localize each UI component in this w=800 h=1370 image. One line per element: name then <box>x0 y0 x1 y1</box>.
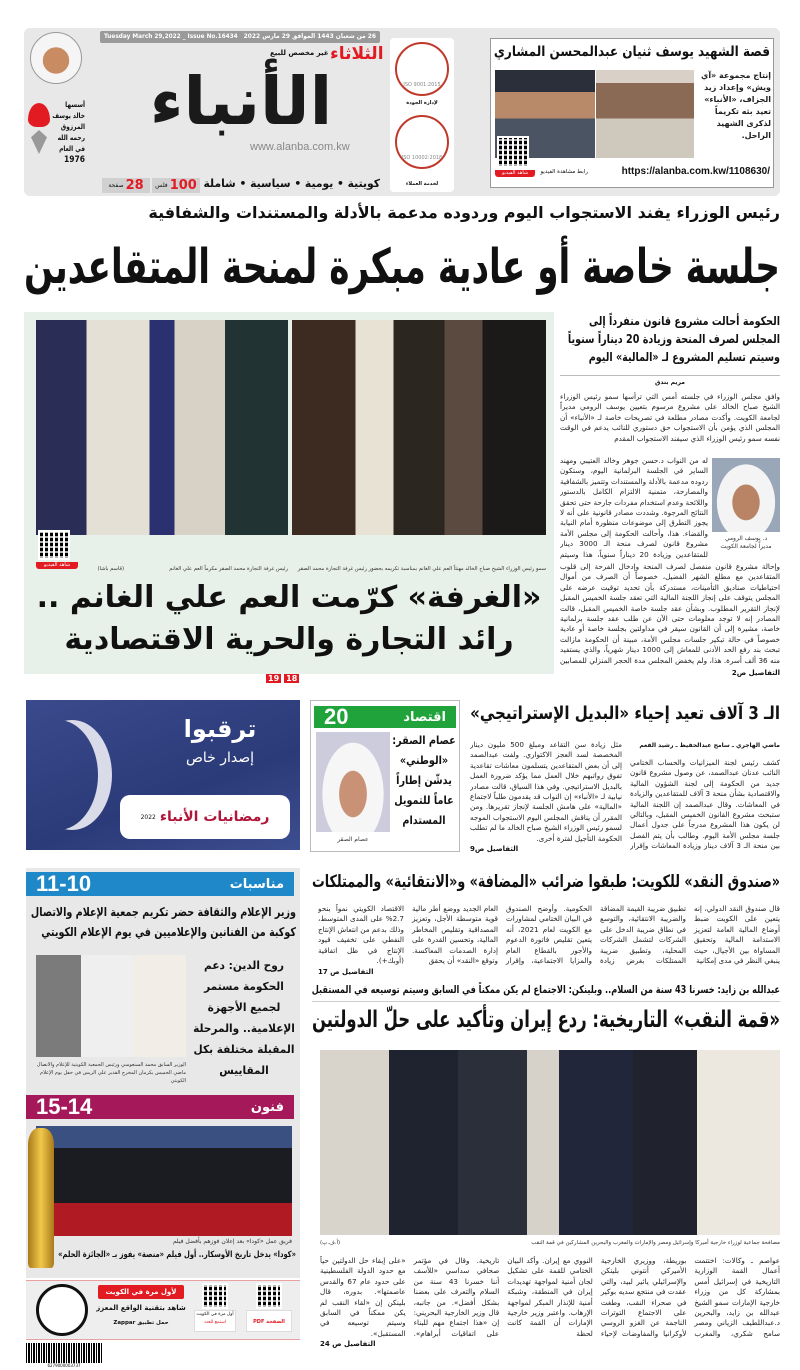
watch-video-badge[interactable]: شاهد الفيديو <box>495 170 535 177</box>
founder-text: أسسها خالد يوسف المرزوق رحمه الله في العام 1976 <box>52 101 85 165</box>
martyr-title: قصة الشهيد يوسف ثنيان عبدالمحسن المشاري <box>493 44 770 60</box>
logo: الأنباء <box>149 63 333 140</box>
founder-portrait <box>30 32 82 84</box>
lead-details-link[interactable]: التفاصيل ص2 <box>731 669 780 677</box>
divider <box>560 375 780 376</box>
occasions-caption: الوزير السابق محمد السنعوسي ورئيس الجمعية الكويتية للإعلام والاتصال ماضي الخميس يكرمان المخرج القدير علي الريس في حفل يوم الإعلام الكويتي <box>36 1062 186 1084</box>
video-link-url[interactable]: https://alanba.com.kw/1108630/ <box>621 166 770 177</box>
ramadan-line-1: ترقبوا <box>183 715 257 743</box>
listen-qr-code[interactable] <box>202 1283 228 1309</box>
imf-details-link[interactable]: التفاصيل ص 17 <box>318 968 374 976</box>
pdf-label[interactable]: الصفحة PDF <box>246 1310 292 1332</box>
martyr-text: إنتاج مجموعة «آي ويش» وإعداد زيد الجزاف، «الأنباء» تعيد بثه تكريماً لذكرى الشهيد الراحل. <box>700 71 771 140</box>
lead-body-3: وإحالة مشروع قانون منفصل لصرف المنحة وإدخال الفرحة إلى قلوب المتقاعدين مع مطلع الشهر الفضيل، خصوصاً أن الصرف من أموال احتياطيات صناديق التأمينات، مستدركة بأن تحديد توقيت عرضه على المجلس يتوقف على إنجاز اللجنة المالية التي تعقد جلسة الخميس المقبل لإنجاز التقرير المطلوب. وبشأن عقد جلسة خاصة الخميس المقبل، قالت المصادر إنه لا توجد معلومات حتى الآن عن طلب عقد جلسة برلمانية خاصة، مشيرة إلى أن القانون سيقر في مداولتين بجلسة خاصة أو عادية خصوصاً في حالة تبكير جلسات مجلس الأمة، مبينة أن الحكومة مازالت تبحث بند رفع الحد الأدنى للمعاش إلى 1000 دينار شهرياً، والذي يستفيد منه 36 ألف أسرة. هذا، ولم يخفض المجلس مدة الحجر المنزلي للمصابين <box>560 562 780 665</box>
price-box <box>152 178 200 193</box>
tagline: كويتية • يومية • سياسية • شاملة <box>203 177 380 190</box>
chamber-photographer: (قاسم باشا) <box>97 566 124 572</box>
economy-portrait <box>316 732 390 832</box>
naqab-credit: (أ.ف.پ) <box>320 1240 341 1246</box>
naqab-headline: «قمة النقب» التاريخية: ردع إيران وتأكيد على حلّ الدولتين <box>312 1007 780 1033</box>
date-english: Tuesday March 29,2022 _ Issue No.16434 <box>104 32 238 40</box>
pdf-qr-code[interactable] <box>256 1283 282 1309</box>
imf-headline: «صندوق النقد» للكويت: طبقوا ضرائب «المضافة» و«الانتقائية» والممتلكات <box>311 872 780 892</box>
occasions-photo <box>36 955 186 1057</box>
occasions-section-bar[interactable]: مناسبات 11-10 <box>26 872 294 896</box>
price-unit: فلس <box>155 182 168 189</box>
oscars-photo <box>36 1126 292 1236</box>
pensions-headline: الـ 3 آلاف تعيد إحياء «البديل الإستراتيجي» <box>470 703 780 724</box>
naqab-subheadline: عبدالله بن زايد: خسرنا 43 سنة من السلام.. وبلينكن: الاجتماع لم يكن ممكناً في السابق وسيتم توسيعه في المستقبل <box>311 984 780 996</box>
economy-portrait-caption: عصام الصقر <box>337 836 369 843</box>
iso-9001-label: لإدارة الجودة <box>406 100 438 106</box>
crescent-moon-icon <box>32 720 112 830</box>
lead-portrait <box>712 458 780 532</box>
occasions-quote: روح الدين: دعم الحكومة مستمر لجميع الأجهزة الإعلامية.. والمرحلة المقبلة مختلفة بكل المقاييس <box>193 959 295 1077</box>
ramadan-line-2: إصدار خاص <box>185 750 255 766</box>
iso-10002-seal: ISO 10002:2018 <box>395 115 449 169</box>
chamber-photo-right <box>292 320 546 535</box>
lead-portrait-caption: د. يوسف الرومي مديراً لجامعة الكويت <box>720 535 772 550</box>
page-ref[interactable]: 18 <box>286 674 298 683</box>
top-subheadline: رئيس الوزراء يفند الاستجواب اليوم وردوده مدعمة بالأدلة والمستندات والشفافية <box>148 203 780 222</box>
arts-headline: «كودا» يدخل تاريخ الأوسكار.. أول فيلم «منصة» يفوز بـ «الجائزة الحلم» <box>58 1250 297 1260</box>
pages-unit: صفحة <box>108 182 124 189</box>
lead-author: مريم بندق <box>654 379 686 386</box>
day-label: الثلاثاء <box>330 44 384 64</box>
pensions-col-1: كشف رئيس لجنة الميزانيات والحساب الختامي النائب عدنان عبدالصمد، عن وصول مشروع قانون جديد من الحكومة إلى لجنة الشؤون المالية والاقتصادية بشأن منحة 3 آلاف للمتقاعدين والزيادة في المعاشات. وقال عبدالصمد إن اللجنة المالية ستبحث مشروع القانون الخميس المقبل، وبالتالي لن يكون هذا المشروع مدرجاً على جدول أعمال جلسة مجلس الأمة اليوم. وطالب بأن يتم الفصل بين منحة الـ 3 آلاف دينار وزيادة المعاشات وإقرار <box>630 758 780 851</box>
martyr-photo-2 <box>596 70 694 158</box>
watch-video-badge-chamber[interactable]: شاهد الفيديو <box>36 562 78 569</box>
page-count: 28 <box>125 178 144 193</box>
chamber-caption-left: رئيس غرفة التجارة محمد الصقر مكرماً العم علي الغانم <box>169 566 288 572</box>
economy-headline: عصام الصقر: «الوطني» يدشّن إطاراً عاماً للتمويل المستدام <box>392 733 456 827</box>
barcode <box>26 1343 102 1363</box>
chamber-headline-1: «الغرفة» كرّمت العم علي الغانم .. <box>36 580 542 615</box>
economy-section-bar[interactable]: اقتصاد 20 <box>314 706 456 728</box>
naqab-columns: عواصم ـ وكالات: اختتمت أعمال القمة الوزارية التاريخية في إسرائيل أمس بمشاركة كل من وزراء خارجية الإمارات سمو الشيخ عبدالله بن زايد، والبحرين د.عبداللطيف الزياني ومصر سامح شكري، والمغرب بوريطة، ووزيري الخارجية الأميركي أنتوني بلينكن والإسرائيلي يائير لبيد، والتي عقدت في منتجع سديه بوكير في صحراء النقب، وطغت على الاجتماع التوترات الناجمة عن الغزو الروسي لأوكرانيا والمفاوضات لإحياء النووي مع إيران. وأكد البيان الختامي للقمة على تشكيل لجان أمنية لمواجهة تهديدات إيران في المنطقة، وشبكة أمنية للإنذار المبكر لمواجهة الإرهاب. واعتبر وزير خارجية الإمارات أن القمة كانت لحظة تاريخية. وقال في مؤتمر صحافي سداسي «للأسف أننا خسرنا 43 سنة من السلام والتعرف على بعضنا بشكل أفضل». من جانبه، قال وزير الخارجية البحريني: إن «هذا اجتماع مهم للبناء على اتفاقيات أبراهام». «على إبقاء حل الدولتين حياً مع حدود الدولة الفلسطينية على حدود عام 67 والقدس عاصمتها». بدوره، قال بلينكن إن «لقاء النقب لم يكن ممكناً في السابق وسيتم توسيعه في المستقبل». <box>320 1256 780 1338</box>
occasions-headline: وزير الإعلام والثقافة حضر تكريم جمعية الإعلام والاتصال كوكبة من الفنانين والإعلاميين في يوم الإعلام الكويتي <box>30 905 297 939</box>
pensions-details-link[interactable]: التفاصيل ص9 <box>470 845 519 853</box>
chamber-page-refs <box>266 674 299 683</box>
date-arabic: 26 من شعبان 1443 الموافق 29 مارس 2022 <box>243 32 376 40</box>
naqab-details-link[interactable]: التفاصيل ص 24 <box>320 1340 376 1348</box>
iso-9001-seal: ISO 9001:2015 <box>395 42 449 96</box>
price: 100 <box>169 178 197 193</box>
naqab-photo <box>320 1050 780 1235</box>
chamber-qr-code[interactable] <box>38 530 70 560</box>
main-headline: جلسة خاصة أو عادية مبكرة لمنحة المتقاعدين <box>24 239 780 295</box>
chamber-headline-2: رائد التجارة والحرية الاقتصادية <box>64 622 514 657</box>
iso-10002-label: لخدمة العملاء <box>405 181 439 187</box>
lead-subhead: الحكومة أحالت مشروع قانون منفرداً إلى المجلس لصرف المنحة وزيادة 20 ديناراً سنوياً وسيتم تسليم المشروع لـ «المالية» اليوم <box>567 314 780 364</box>
imf-columns: قال صندوق النقد الدولي، إنه يتعين على الكويت ضبط أوضاع المالية العامة لتعزيز الاستدامة المالية وتحقيق المساواة بين الأجيال، حيث ينبغي النظر في مدى إمكانية تطبيق ضريبة القيمة المضافة والضريبة الانتقائية، والتوسع في نطاق ضريبة الدخل على الشركات لتشمل الشركات المحلية، وتطبيق ضريبة الممتلكات بغرض زيادة الحكومية. وأوضح الصندوق في البيان الختامي لمشاورات مع الكويت لعام 2021، أنه يتعين تقليص فاتورة الدعوم والأجور بالقطاع العام والمزايا الاجتماعية، وإقرار العام الجديد ووضع أطر مالية قوية متوسطة الأجل، وتعزيز المصداقية وتقليص المخاطر المالية، وتحسين القدرة على إدارة الصدمات المعاكسة. وتوقع «النقد» أن يحقق الاقتصاد الكويتي نمواً بنحو 2.7% على المدى المتوسط، وذلك بدعم من انتعاش الإنتاج النفطي على تخفيف قيود الإنتاج في ظل اتفاقية (أوبك+). <box>318 904 780 966</box>
promo-badge: لأول مرة في الكويت <box>98 1285 184 1299</box>
promo-line: شاهد بتقنية الواقع المعزز <box>96 1304 186 1312</box>
lead-body-1: وافق مجلس الوزراء في جلسته أمس التي ترأسها سمو رئيس الوزراء الشيخ صباح الخالد على مشروع مرسوم بتعيين يوسف الرومي مديراً لجامعة الكويت. وأكدت مصادر مطلعة في تصريحات خاصة لـ «الأنباء» أن المجلس الذي يؤمن بأن الاستجواب حق دستوري للنائب يدعم في الوقت نفسه سمو رئيس الوزراء الذي سيفند الاستجواب المقدم <box>560 392 780 443</box>
pensions-authors: ماضي الهاجري ـ سامح عبدالحفيظ ـ رشيد الفعم <box>639 742 780 749</box>
arts-caption: فريق عمل «كودا» بعد إعلان فوزهم بأفضل فيلم <box>172 1238 292 1245</box>
pensions-col-2: مثل زيادة سن التقاعد ومبلغ 500 مليون دينار المخصصة لسد العجز الاكتواري. ولفت عبدالصمد إلى أن بعض المتقاعدين يتسلمون معاشات تقاعدية تفوق رواتبهم خلال العمل مما يؤكد ضرورة العمل بالبديل الاستراتيجي. وفي هذا السياق، قالت مصادر نيابية لـ «الأنباء» إن النواب قد يقدمون طلباً لاجتماع «المالية» على هامش الجلسة لإنجاز تقريرها. ومن المقرر أن يناقش المجلس اليوم الاستجواب الموجه لسمو رئيس الوزراء الشيخ صباح الخالد ما لم تطلب الحكومة التأجيل لفترة أخرى. <box>470 740 622 843</box>
page-ref[interactable]: 19 <box>268 674 280 683</box>
oscar-statuette <box>28 1128 54 1268</box>
website: www.alanba.com.kw <box>250 141 350 153</box>
ar-logo <box>36 1284 88 1336</box>
divider <box>312 1001 780 1002</box>
not-for-sale: غير مخصص للبيع <box>270 49 329 57</box>
chamber-caption-right: سمو رئيس الوزراء الشيخ صباح الخالد مهنئاً العم علي الغانم بمناسبة تكريمه بحضور رئيس غرفة التجارة محمد الصقر <box>297 566 546 572</box>
naqab-caption: مصافحة جماعية لوزراء خارجية أميركا وإسرائيل ومصر والإمارات والمغرب والبحرين المشاركين في قمة النقب <box>531 1240 780 1246</box>
lead-body-2: له من النواب د.حسن جوهر وخالد العتيبي ومهند الساير في الجلسة البرلمانية اليوم، وستكون ردوده مدعمة بالأدلة والمستندات وتتميز بالشفافية والمصارحة، متمنية الالتزام الكامل بالدستور واللائحة وعدم استخدام مفردات جارحة حتى تحقق النتائج المرجوة. وشددت مصادر قانونية على أنه لا يجوز التطرق إلى موضوعات منظورة أمام النيابة والقضاء. هذا، وأحالت الحكومة إلى مجلس الأمة مشروع قانون لصرف منحة الـ 3000 دينار للمتقاعدين وزيادة 20 ديناراً سنوياً، هذا وسيتم <box>560 456 708 559</box>
video-link-label: رابط مشاهدة الفيديو <box>540 169 588 175</box>
listen-label[interactable]: أول مرة في الكويت استمع للعدد <box>194 1310 236 1332</box>
pages-box <box>102 178 150 193</box>
arts-section-bar[interactable]: فنون 15-14 <box>26 1095 294 1119</box>
video-qr-code[interactable] <box>497 136 529 168</box>
promo-app[interactable]: حمل تطبيق Zappar <box>113 1320 169 1326</box>
ramadan-logo: رمضانيات الأنباء 2022 <box>120 795 290 839</box>
chamber-photo-left <box>36 320 288 535</box>
barcode-number: 6279000003737 <box>47 1363 81 1368</box>
